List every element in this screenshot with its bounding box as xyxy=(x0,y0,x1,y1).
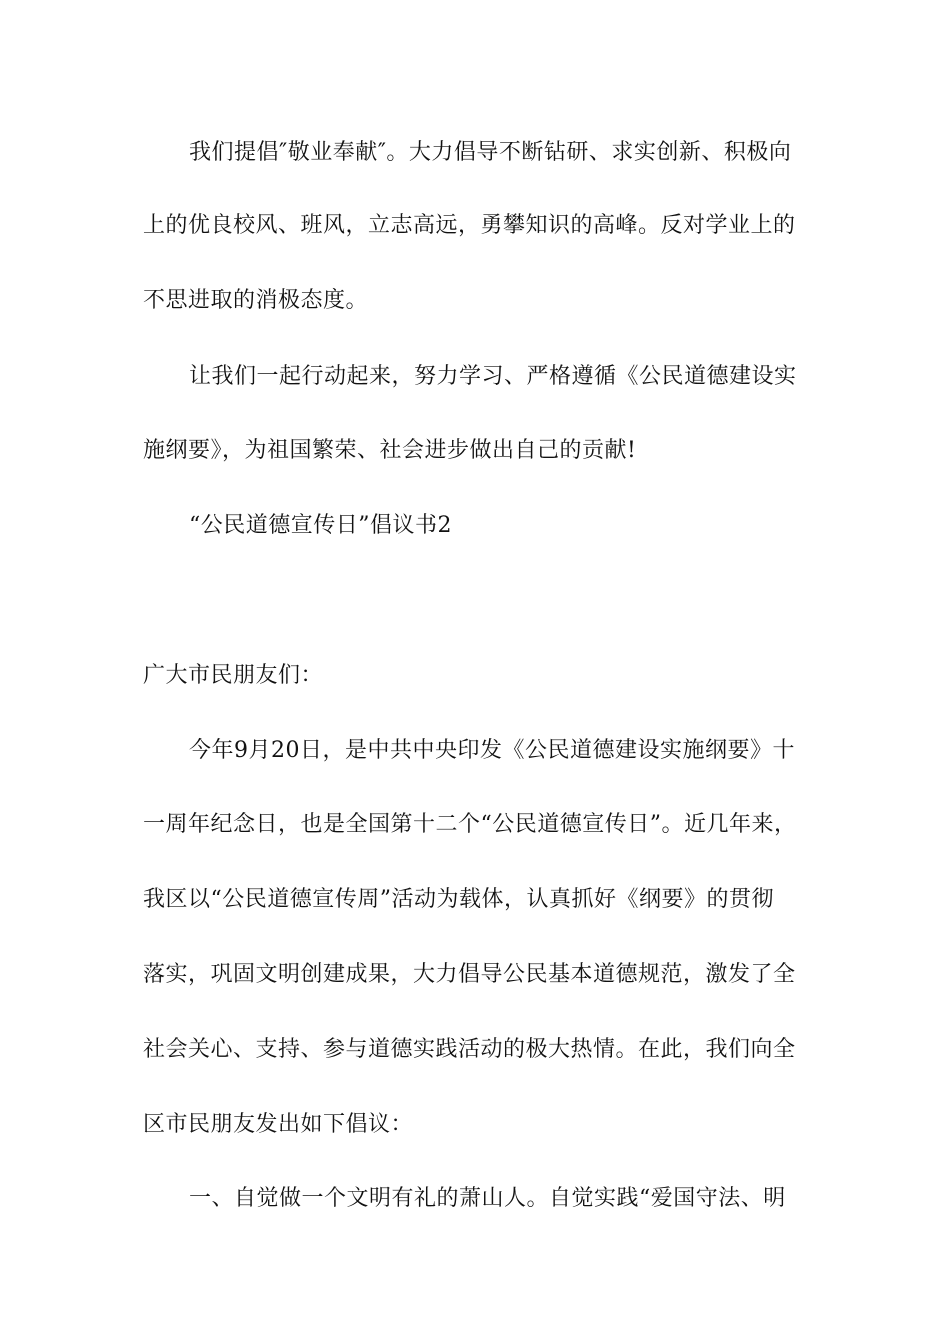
paragraph-line: 今年9月20日，是中共中央印发《公民道德建设实施纲要》十 xyxy=(189,738,795,763)
paragraph-line: 不思进取的消极态度。 xyxy=(143,288,369,313)
paragraph-line: 一周年纪念日，也是全国第十二个“公民道德宣传日”。近几年来， xyxy=(143,812,797,837)
paragraph-line: 我们提倡″敬业奉献″。大力倡导不断钻研、求实创新、积极向 xyxy=(189,140,792,165)
paragraph-line: 我区以“公民道德宣传周”活动为载体，认真抓好《纲要》的贯彻 xyxy=(143,887,774,912)
paragraph-line: 落实，巩固文明创建成果，大力倡导公民基本道德规范，激发了全 xyxy=(143,962,796,987)
paragraph-line: 上的优良校风、班风，立志高远，勇攀知识的高峰。反对学业上的 xyxy=(143,213,796,238)
paragraph-line: 区市民朋友发出如下倡议： xyxy=(143,1112,414,1137)
paragraph-line: 施纲要》，为祖国繁荣、社会进步做出自己的贡献! xyxy=(143,438,637,463)
paragraph-line: 让我们一起行动起来，努力学习、严格遵循《公民道德建设实 xyxy=(189,364,797,389)
paragraph-line: 一、自觉做一个文明有礼的萧山人。自觉实践“爱国守法、明 xyxy=(189,1186,786,1211)
paragraph-line: 社会关心、支持、参与道德实践活动的极大热情。在此，我们向全 xyxy=(143,1037,796,1062)
salutation: 广大市民朋友们： xyxy=(143,663,324,688)
section-heading: “公民道德宣传日”倡议书2 xyxy=(189,513,452,538)
